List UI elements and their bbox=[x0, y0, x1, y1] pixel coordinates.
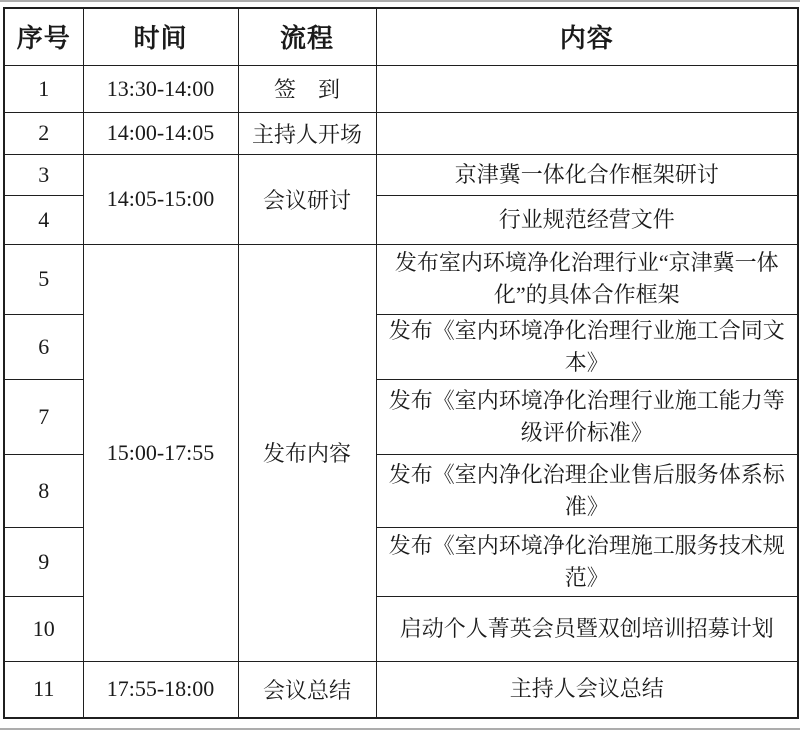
process-cell: 签 到 bbox=[238, 65, 376, 112]
content-cell: 京津冀一体化合作框架研讨 bbox=[376, 154, 798, 195]
time-cell: 13:30-14:00 bbox=[83, 65, 238, 112]
table-row bbox=[4, 244, 798, 314]
process-cell-merged: 会议研讨 bbox=[238, 154, 376, 244]
seq-cell: 8 bbox=[4, 454, 83, 527]
content-cell: 启动个人菁英会员暨双创培训招募计划 bbox=[376, 596, 798, 661]
seq-cell: 6 bbox=[4, 314, 83, 379]
agenda-table bbox=[3, 7, 799, 719]
time-cell-merged: 15:00-17:55 bbox=[83, 244, 238, 661]
time-cell-merged: 14:05-15:00 bbox=[83, 154, 238, 244]
process-cell-merged: 发布内容 bbox=[238, 244, 376, 661]
seq-cell: 2 bbox=[4, 112, 83, 154]
seq-cell: 7 bbox=[4, 379, 83, 454]
content-cell: 发布《室内净化治理企业售后服务体系标准》 bbox=[376, 454, 798, 527]
content-cell bbox=[376, 112, 798, 154]
content-cell: 发布《室内环境净化治理施工服务技术规范》 bbox=[376, 527, 798, 596]
table-row bbox=[4, 154, 798, 195]
time-cell: 17:55-18:00 bbox=[83, 661, 238, 718]
content-cell: 发布《室内环境净化治理行业施工合同文本》 bbox=[376, 314, 798, 379]
header-time: 时间 bbox=[83, 8, 238, 65]
seq-cell: 4 bbox=[4, 195, 83, 244]
header-process: 流程 bbox=[238, 8, 376, 65]
content-cell: 行业规范经营文件 bbox=[376, 195, 798, 244]
time-cell: 14:00-14:05 bbox=[83, 112, 238, 154]
header-seq: 序号 bbox=[4, 8, 83, 65]
content-cell: 发布《室内环境净化治理行业施工能力等级评价标准》 bbox=[376, 379, 798, 454]
seq-cell: 5 bbox=[4, 244, 83, 314]
top-rule-line bbox=[0, 0, 800, 2]
table-row bbox=[4, 112, 798, 154]
seq-cell: 1 bbox=[4, 65, 83, 112]
header-content: 内容 bbox=[376, 8, 798, 65]
content-cell: 发布室内环境净化治理行业“京津冀一体化”的具体合作框架 bbox=[376, 244, 798, 314]
content-cell: 主持人会议总结 bbox=[376, 661, 798, 718]
content-cell bbox=[376, 65, 798, 112]
table-row bbox=[4, 661, 798, 718]
seq-cell: 9 bbox=[4, 527, 83, 596]
header-row bbox=[4, 8, 798, 65]
seq-cell: 10 bbox=[4, 596, 83, 661]
bottom-rule-line bbox=[0, 728, 800, 730]
seq-cell: 11 bbox=[4, 661, 83, 718]
seq-cell: 3 bbox=[4, 154, 83, 195]
table-row bbox=[4, 65, 798, 112]
process-cell: 主持人开场 bbox=[238, 112, 376, 154]
process-cell: 会议总结 bbox=[238, 661, 376, 718]
